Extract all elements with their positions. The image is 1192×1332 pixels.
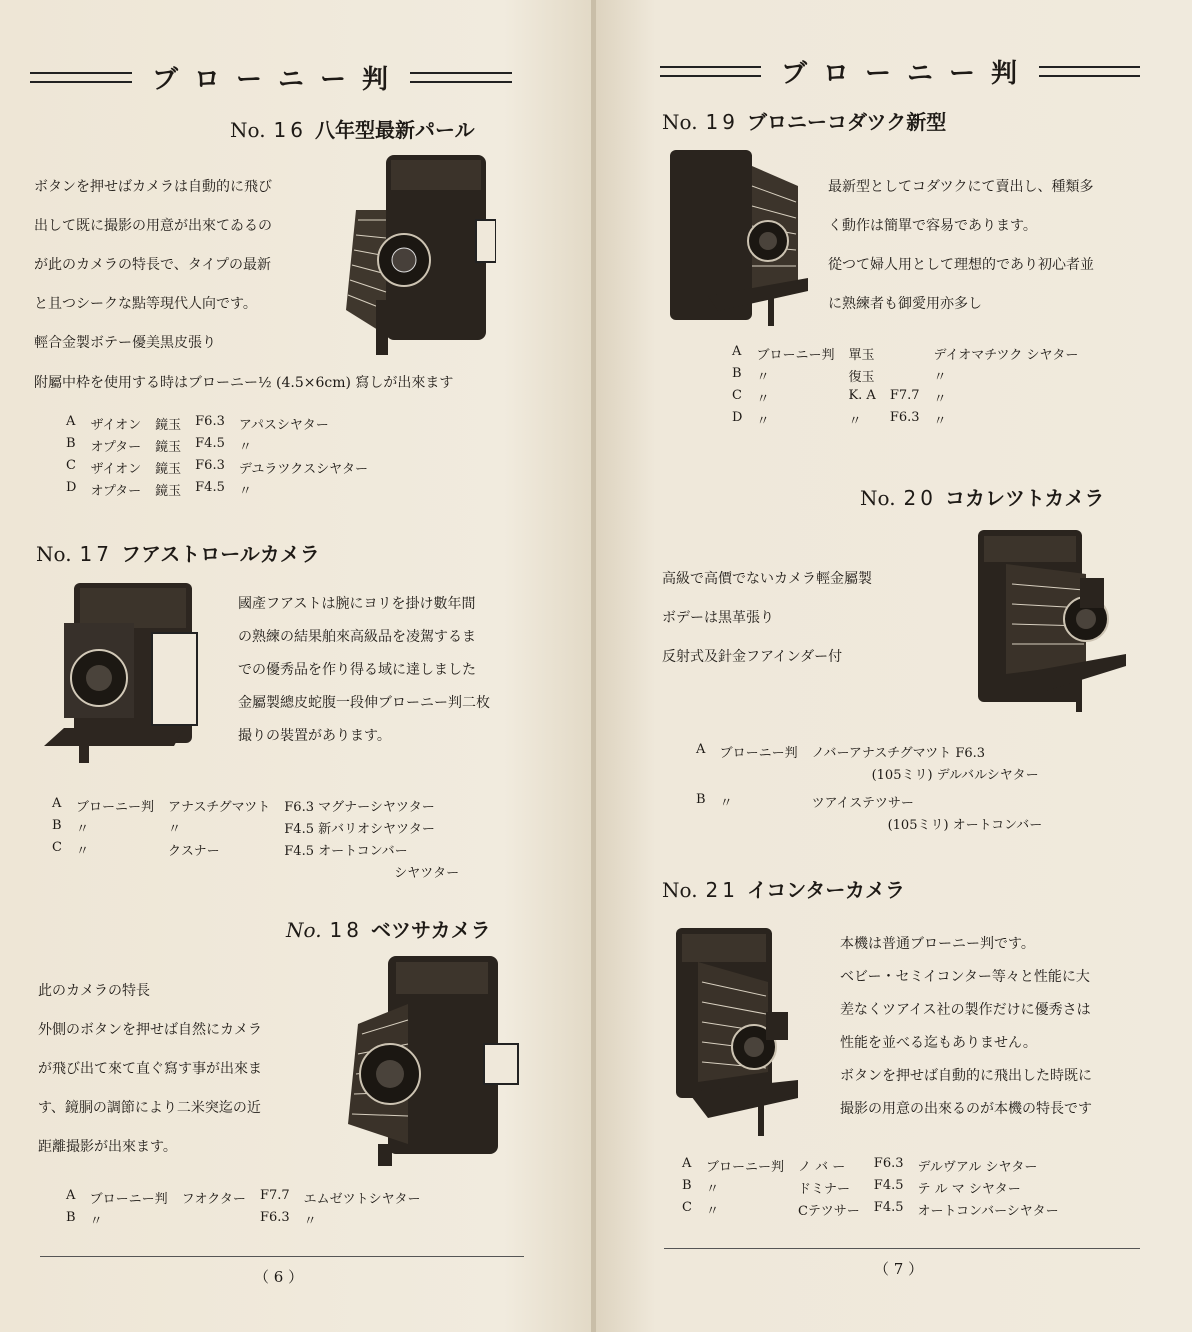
spec-row (732, 410, 1092, 432)
spec-row (66, 1210, 435, 1232)
desc-line: 性能を並べる迄もありません。 (840, 1035, 1037, 1051)
spec-table-20 (696, 742, 1056, 836)
model-no-label: No. (36, 542, 72, 566)
desc-line: 高級で高價でないカメラ輕金屬製 (662, 571, 872, 587)
camera-illustration-19 (668, 146, 818, 331)
spec-cell (182, 1210, 260, 1232)
note-line: 附屬中枠を使用する時はブローニー½ (4.5×6cm) 寫しが出來ます (34, 375, 454, 391)
spec-row (66, 414, 382, 436)
spec-cell: ノバーアナスチグマツト F6.3 (811, 746, 986, 761)
spec-cell: (105ミリ) オートコンバー (887, 818, 1043, 833)
spec-cell (168, 862, 284, 884)
spec-cell: ブローニー判 (75, 800, 154, 815)
spec-cell: F4.5 (873, 1200, 904, 1215)
page-number: （ 7 ） (874, 1260, 924, 1278)
spec-table-16 (66, 414, 382, 502)
spec-cell: アナスチグマツト (167, 800, 271, 815)
desc-line: 輕合金製ボテー優美黒皮張り (34, 335, 216, 351)
spec-table-17 (52, 796, 473, 884)
spec-row (52, 818, 473, 840)
desc-line: 國產フアストは腕にヨリを掛け數年間 (238, 596, 476, 612)
desc-line: ベビー・セミイコンター等々と性能に大 (840, 969, 1090, 985)
spec-cell: ザイオン (90, 418, 142, 433)
spec-row (732, 388, 1092, 410)
model-no-label: No. (860, 486, 896, 510)
spec-cell: B (52, 818, 62, 833)
spec-cell: ドミナー (797, 1182, 850, 1197)
left-page (0, 0, 593, 1332)
spec-row (696, 764, 1056, 786)
model-no-label: No. (286, 918, 322, 942)
desc-line: 最新型としてコダツクにて賣出し、種類多 (828, 179, 1094, 195)
model-description-21 (840, 928, 1092, 1126)
spec-cell: 〃 (167, 822, 181, 837)
spec-cell: ブローニー判 (89, 1192, 168, 1207)
desc-line: での優秀品を作り得る域に達しました (238, 662, 476, 678)
model-name: イコンターカメラ (747, 878, 905, 902)
spec-cell: F6.3 (889, 410, 920, 425)
spec-cell (890, 366, 934, 388)
desc-line: 撮影の用意の出來るのが本機の特長です (840, 1101, 1092, 1117)
spec-cell: F4.5 オートコンバー (284, 844, 408, 859)
spec-cell: ザイオン (90, 462, 142, 477)
spec-cell: F6.3 (195, 458, 225, 473)
model-number: 21 (705, 878, 739, 902)
desc-line: 撮りの裝置があります。 (238, 728, 391, 744)
spec-cell: 〃 (756, 370, 770, 385)
spec-row (66, 436, 382, 458)
desc-line: 金屬製總皮蛇腹一段伸ブローニー判二枚 (238, 695, 490, 711)
spec-cell: F6.3 (195, 414, 225, 429)
spec-cell: デユラツクスシヤター (238, 462, 368, 477)
model-heading-21 (662, 874, 905, 903)
spec-cell: デイオマチツク シヤター (933, 348, 1079, 363)
desc-line: が飛び出て來て直ぐ寫す事が出來ま (38, 1061, 262, 1077)
spec-cell: F4.5 (195, 480, 225, 495)
spec-row (52, 862, 473, 884)
spec-cell: ブローニー判 (719, 746, 798, 761)
spec-cell: C (682, 1200, 692, 1215)
spec-cell (76, 862, 168, 884)
spec-row (52, 796, 473, 818)
spec-cell (890, 344, 934, 366)
spec-cell: C (66, 458, 76, 473)
desc-line: が此のカメラの特長で、タイプの最新 (34, 257, 272, 273)
model-name: コカレツトカメラ (945, 486, 1105, 510)
model-heading-17 (36, 538, 320, 567)
spec-row (66, 1188, 435, 1210)
model-name: ブロニーコダツク新型 (747, 110, 947, 134)
spec-row (696, 814, 1056, 836)
spec-row (696, 786, 1056, 814)
spec-cell: D (732, 410, 743, 425)
spec-cell: A (732, 344, 742, 359)
spec-cell: 鏡玉 (155, 484, 182, 499)
camera-illustration-18 (348, 954, 520, 1166)
spec-cell: 〃 (719, 796, 733, 811)
header-title: ブローニー判 (781, 58, 1034, 89)
spec-cell: 〃 (756, 414, 770, 429)
model-no-label: No. (662, 110, 698, 134)
spec-cell: オートコンバーシヤター (917, 1204, 1059, 1219)
spec-cell: F6.3 (259, 1210, 290, 1225)
desc-line: 外側のボタンを押せば自然にカメラ (38, 1022, 262, 1038)
spec-cell: 〃 (848, 414, 862, 429)
spec-row (696, 742, 1056, 764)
spec-cell (696, 814, 720, 836)
spec-cell: シヤツター (394, 866, 460, 881)
spec-cell: 〃 (933, 370, 947, 385)
spec-row (682, 1156, 1073, 1178)
spec-cell: F4.5 新バリオシヤツター (284, 822, 435, 837)
spec-cell: C (52, 840, 62, 855)
spec-cell: 〃 (238, 440, 252, 455)
model-number: 16 (273, 118, 307, 142)
right-header (660, 56, 1140, 89)
spec-cell: 復玉 (848, 370, 875, 385)
desc-line: ボタンを押せば自動的に飛出した時既に (840, 1068, 1092, 1084)
spec-cell: F4.5 (195, 436, 225, 451)
model-description-17 (238, 588, 490, 753)
model-no-label: No. (230, 118, 266, 142)
desc-line: ボタンを押せばカメラは自動的に飛び (34, 179, 272, 195)
model-number: 20 (903, 486, 937, 510)
spec-cell: 〃 (933, 414, 947, 429)
spec-cell: フオクター (181, 1192, 246, 1207)
spec-row (732, 344, 1092, 366)
spec-cell: 〃 (75, 822, 89, 837)
spec-cell: (105ミリ) デルバルシヤター (871, 768, 1039, 783)
page-number: （ 6 ） (254, 1268, 304, 1286)
spec-cell: テ ル マ シヤター (917, 1182, 1021, 1197)
spec-cell: F4.5 (873, 1178, 904, 1193)
spec-cell: D (66, 480, 77, 495)
spec-cell: 鏡玉 (155, 462, 182, 477)
spec-cell: B (732, 366, 742, 381)
spec-cell: 〃 (238, 484, 252, 499)
spec-row (682, 1200, 1073, 1222)
spec-cell: F7.7 (889, 388, 920, 403)
spec-cell: ブローニー判 (756, 348, 835, 363)
spec-cell: アパスシヤター (238, 418, 329, 433)
spec-cell: C (732, 388, 742, 403)
camera-illustration-20 (976, 524, 1136, 714)
desc-line: に熟練者も御愛用亦多し (828, 296, 982, 312)
spec-cell: エムゼツトシヤター (303, 1192, 421, 1207)
spec-table-21 (682, 1156, 1073, 1222)
spec-cell (696, 764, 720, 786)
model-heading-20 (860, 482, 1104, 511)
spec-cell: 〃 (705, 1182, 719, 1197)
spec-cell: A (696, 742, 706, 757)
spec-cell (720, 764, 812, 786)
desc-line: 從つて婦人用として理想的であり初心者並 (828, 257, 1094, 273)
model-name: 八年型最新パール (315, 118, 475, 142)
spec-cell: A (66, 1188, 76, 1203)
model-number: 19 (705, 110, 739, 134)
spec-cell: F6.3 マグナーシヤツター (284, 800, 435, 815)
spec-cell: 〃 (75, 844, 89, 859)
model-no-label: No. (662, 878, 698, 902)
desc-line: 距離撮影が出來ます。 (38, 1139, 177, 1155)
desc-line: す、鏡胴の調節により二米突迄の近 (38, 1100, 261, 1116)
model-heading-19 (662, 106, 946, 135)
camera-illustration-17 (44, 578, 204, 763)
model-number: 18 (329, 918, 363, 942)
desc-line: 差なくツアイス社の製作だけに優秀さは (840, 1002, 1091, 1018)
header-rule (660, 66, 761, 77)
spec-cell (52, 862, 76, 884)
spec-cell: 〃 (303, 1214, 317, 1229)
spec-cell: B (696, 792, 706, 807)
desc-line: 出して既に撮影の用意が出來てゐるの (34, 218, 272, 234)
spec-cell: クスナー (167, 844, 220, 859)
desc-line: の熟練の結果舶來高級品を凌駕するま (238, 629, 476, 645)
header-rule (410, 72, 512, 83)
spec-cell: B (682, 1178, 692, 1193)
spec-cell (720, 814, 812, 836)
spec-table-18 (66, 1188, 435, 1232)
spec-cell: 〃 (933, 392, 947, 407)
right-page (596, 0, 1192, 1332)
camera-illustration-16 (346, 150, 496, 360)
model-description-20 (662, 560, 872, 677)
footer-rule (40, 1256, 524, 1257)
spec-cell: B (66, 1210, 76, 1225)
model-description-19 (828, 168, 1094, 324)
spec-cell: デルヴアル シヤター (917, 1160, 1038, 1175)
spec-cell: 鏡玉 (155, 440, 182, 455)
model-description-18 (38, 972, 262, 1167)
spec-cell: 〃 (89, 1214, 103, 1229)
model-name: フアストロールカメラ (121, 542, 320, 566)
spec-cell: B (66, 436, 76, 451)
spec-cell: F7.7 (259, 1188, 290, 1203)
spec-cell: 鏡玉 (155, 418, 182, 433)
model-note-16 (34, 364, 453, 402)
desc-line: と且つシークな點等現代人向です。 (34, 296, 257, 312)
spec-row (52, 840, 473, 862)
spec-cell: 單玉 (848, 348, 875, 363)
desc-line: 此のカメラの特長 (38, 983, 150, 999)
spec-row (66, 480, 382, 502)
spec-cell: A (66, 414, 76, 429)
model-heading-18 (286, 914, 491, 943)
model-heading-16 (230, 114, 475, 143)
spec-table-19 (732, 344, 1092, 432)
footer-rule (664, 1248, 1140, 1249)
spec-cell: ブローニー判 (705, 1160, 784, 1175)
header-rule (1039, 66, 1140, 77)
spec-cell: A (52, 796, 62, 811)
desc-line: 本機は普通ブローニー判です。 (840, 936, 1035, 952)
desc-line: ボデーは黒革張り (662, 610, 774, 626)
model-number: 17 (79, 542, 113, 566)
spec-cell: 〃 (756, 392, 770, 407)
spec-cell: ツアイステツサー (811, 796, 914, 811)
spec-cell: オプター (90, 440, 142, 455)
spec-cell: A (682, 1156, 692, 1171)
model-name: ベツサカメラ (371, 918, 491, 942)
desc-line: 反射式及針金フアインダー付 (662, 649, 843, 665)
spec-cell: 〃 (705, 1204, 719, 1219)
spec-cell: オプター (90, 484, 142, 499)
header-title: ブローニー判 (152, 64, 405, 95)
spec-cell: ノ バ ー (797, 1160, 846, 1175)
header-rule (30, 72, 132, 83)
camera-illustration-21 (668, 922, 808, 1138)
spec-cell: Cテツサー (797, 1204, 860, 1219)
spec-cell: F6.3 (873, 1156, 904, 1171)
model-description-16 (34, 168, 272, 363)
spec-cell: K. A (848, 388, 876, 403)
desc-line: く動作は簡單で容易であります。 (828, 218, 1037, 234)
left-header (30, 62, 512, 95)
spec-row (66, 458, 382, 480)
spec-row (682, 1178, 1073, 1200)
spec-row (732, 366, 1092, 388)
